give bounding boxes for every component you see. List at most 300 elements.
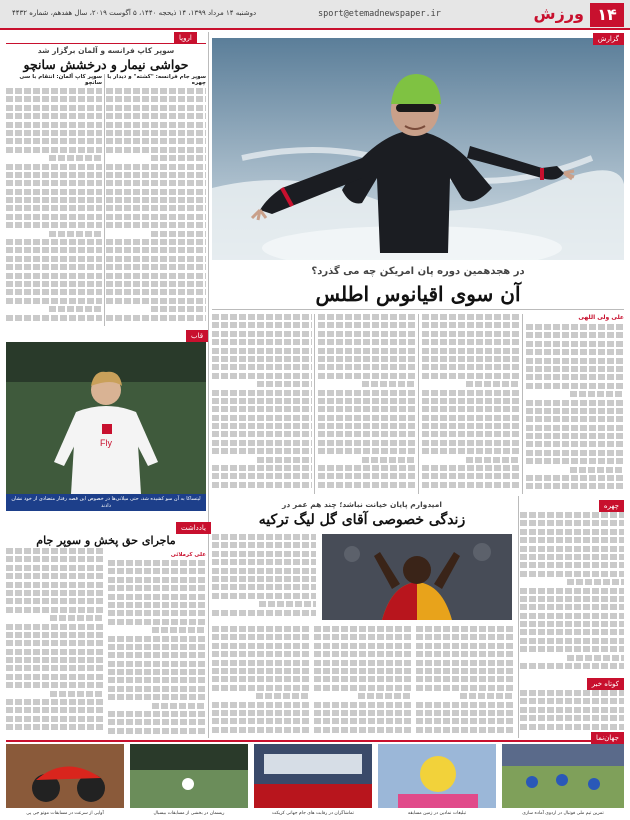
text-line xyxy=(212,423,312,429)
text-line xyxy=(212,727,310,733)
text-line xyxy=(422,356,520,362)
text-line xyxy=(460,693,514,699)
text-line xyxy=(108,686,206,692)
left-sub-left: سوپر کاپ آلمان: انتقام با سی سانچو xyxy=(19,74,102,86)
text-line xyxy=(50,691,104,697)
text-line xyxy=(212,634,310,640)
text-line xyxy=(212,398,312,404)
text-line xyxy=(526,341,624,347)
text-line xyxy=(422,440,520,446)
text-line xyxy=(520,546,624,552)
text-line xyxy=(106,88,206,94)
left-bottom-text-b xyxy=(6,548,104,738)
text-line xyxy=(108,619,206,625)
gallery-caption-2: ریسمان در بخشی از مسابقات بیسبال xyxy=(153,811,225,816)
player-photo xyxy=(6,342,206,494)
text-line xyxy=(108,560,206,566)
text-line xyxy=(416,643,514,649)
text-line xyxy=(318,339,416,345)
text-line xyxy=(108,636,206,642)
text-line xyxy=(106,214,206,220)
text-line xyxy=(212,660,310,666)
text-line xyxy=(6,273,102,279)
text-line xyxy=(6,674,104,680)
main-headline: آن سوی اقیانوس اطلس xyxy=(315,282,521,306)
text-line xyxy=(526,433,624,439)
text-line xyxy=(520,604,624,610)
gallery-caption-4: تبلیغات نمادین در زمین مسابقه xyxy=(407,811,467,816)
text-line xyxy=(416,718,514,724)
text-line xyxy=(106,96,206,102)
text-line xyxy=(6,565,104,571)
text-line xyxy=(49,306,102,312)
text-line xyxy=(422,406,520,412)
text-line xyxy=(6,222,102,228)
text-line xyxy=(212,482,312,488)
text-line xyxy=(108,669,206,675)
text-line xyxy=(416,710,514,716)
text-line xyxy=(526,374,624,380)
mascot-icon xyxy=(378,744,496,808)
text-line xyxy=(526,475,624,481)
text-line xyxy=(108,711,206,717)
text-line xyxy=(6,724,104,730)
text-line xyxy=(6,665,104,671)
text-line xyxy=(212,551,316,557)
text-line xyxy=(416,626,514,632)
text-line xyxy=(567,579,624,585)
turkey-headline: زندگی خصوصی آقای گل لیگ ترکیه xyxy=(258,512,466,528)
gallery-photo-2 xyxy=(130,744,248,808)
gallery-photo-5 xyxy=(502,744,624,808)
turkey-text-c xyxy=(314,626,412,736)
gallery-flag: چهره xyxy=(599,500,624,512)
text-line xyxy=(526,400,624,406)
team-icon xyxy=(502,744,624,808)
text-line xyxy=(318,356,416,362)
text-line xyxy=(526,332,624,338)
text-line xyxy=(212,356,312,362)
text-line xyxy=(108,652,206,658)
turkey-kicker: امیدوارم پایان خیانت نباشد؛ چند هم عمر در xyxy=(282,500,442,509)
text-line xyxy=(6,699,104,705)
text-line xyxy=(212,568,316,574)
turkey-photo xyxy=(322,534,512,620)
text-line xyxy=(212,584,316,590)
text-line xyxy=(108,661,206,667)
text-line xyxy=(314,643,412,649)
text-line xyxy=(108,602,206,608)
text-line xyxy=(422,314,520,320)
text-line xyxy=(108,594,206,600)
europe-flag: اروپا xyxy=(174,32,197,44)
turkey-text-a xyxy=(212,534,316,620)
text-line xyxy=(106,138,206,144)
text-line xyxy=(520,690,624,696)
motorbike-icon xyxy=(6,744,124,808)
text-line xyxy=(212,331,312,337)
report-flag: گزارش xyxy=(593,33,624,45)
text-line xyxy=(212,465,312,471)
text-line xyxy=(520,588,624,594)
text-line xyxy=(6,205,102,211)
text-line xyxy=(6,716,104,722)
text-line xyxy=(6,657,104,663)
text-line xyxy=(422,415,520,421)
text-line xyxy=(520,663,624,669)
text-line xyxy=(422,423,520,429)
text-line xyxy=(106,180,206,186)
text-line xyxy=(422,331,520,337)
text-line xyxy=(212,373,312,379)
text-line xyxy=(520,707,624,713)
text-line xyxy=(6,130,102,136)
section-title: ورزش xyxy=(533,4,584,23)
page-header xyxy=(0,0,630,30)
text-line xyxy=(6,239,102,245)
text-line xyxy=(526,441,624,447)
text-line xyxy=(6,632,104,638)
text-line xyxy=(318,322,416,328)
text-line xyxy=(416,660,514,666)
text-line xyxy=(212,685,310,691)
swimmer-illustration xyxy=(212,38,624,260)
text-line xyxy=(6,573,104,579)
text-line xyxy=(314,676,412,682)
text-line xyxy=(6,189,102,195)
gallery-photo-4 xyxy=(378,744,496,808)
text-line xyxy=(422,473,520,479)
text-line xyxy=(520,520,624,526)
text-line xyxy=(416,685,514,691)
text-line xyxy=(6,590,104,596)
text-line xyxy=(422,431,520,437)
left-text-b xyxy=(6,88,102,326)
text-line xyxy=(6,256,102,262)
gallery-photo-1 xyxy=(6,744,124,808)
text-line xyxy=(106,147,206,153)
text-line xyxy=(314,685,412,691)
text-line xyxy=(318,440,416,446)
text-line xyxy=(212,651,310,657)
text-line xyxy=(212,406,312,412)
text-line xyxy=(318,331,416,337)
text-line xyxy=(422,448,520,454)
text-line xyxy=(526,366,624,372)
text-line xyxy=(6,247,102,253)
text-line xyxy=(212,348,312,354)
text-line xyxy=(212,668,310,674)
text-line xyxy=(6,315,102,321)
text-line xyxy=(152,703,206,709)
text-line xyxy=(212,593,316,599)
text-line xyxy=(314,727,412,733)
text-line xyxy=(318,373,416,379)
text-line xyxy=(422,390,520,396)
text-line xyxy=(106,273,206,279)
player-illustration xyxy=(322,534,512,620)
stadium-icon xyxy=(130,744,248,808)
text-line xyxy=(520,621,624,627)
text-line xyxy=(108,728,206,734)
text-line xyxy=(212,415,312,421)
text-line xyxy=(212,626,310,632)
text-line xyxy=(416,634,514,640)
text-line xyxy=(212,339,312,345)
text-line xyxy=(422,339,520,345)
text-line xyxy=(318,465,416,471)
text-line xyxy=(108,585,206,591)
text-line xyxy=(106,256,206,262)
text-line xyxy=(520,629,624,635)
text-line xyxy=(314,668,412,674)
text-line xyxy=(212,322,312,328)
text-line xyxy=(526,349,624,355)
text-line xyxy=(6,649,104,655)
text-line xyxy=(526,450,624,456)
text-line xyxy=(520,646,624,652)
text-line xyxy=(6,180,102,186)
text-line xyxy=(422,364,520,370)
text-line xyxy=(106,315,206,321)
text-line xyxy=(416,651,514,657)
text-line xyxy=(362,381,416,387)
text-line xyxy=(6,289,102,295)
text-line xyxy=(106,189,206,195)
turkey-text-d xyxy=(416,626,514,736)
text-line xyxy=(318,314,416,320)
text-line xyxy=(108,610,206,616)
text-line xyxy=(6,607,104,613)
text-line xyxy=(314,634,412,640)
left-bottom-headline: ماجرای حق پخش و سوپر جام xyxy=(36,534,176,547)
gallery-photo-3 xyxy=(254,744,372,808)
text-line xyxy=(422,348,520,354)
text-line xyxy=(314,702,412,708)
text-line xyxy=(416,727,514,733)
footballer-illustration xyxy=(6,342,206,494)
left-text-a xyxy=(106,88,206,326)
text-line xyxy=(520,562,624,568)
text-line xyxy=(520,537,624,543)
text-line xyxy=(6,88,102,94)
text-line xyxy=(106,130,206,136)
text-line xyxy=(152,627,206,633)
text-line xyxy=(106,205,206,211)
text-line xyxy=(422,373,520,379)
text-line xyxy=(108,677,206,683)
text-line xyxy=(520,571,624,577)
text-line xyxy=(106,164,206,170)
text-line xyxy=(212,676,310,682)
text-line xyxy=(318,448,416,454)
text-line xyxy=(318,406,416,412)
text-line xyxy=(6,147,102,153)
text-line xyxy=(318,364,416,370)
text-line xyxy=(49,231,102,237)
text-line xyxy=(6,556,104,562)
note-flag: یادداشت xyxy=(176,522,211,534)
text-line xyxy=(50,615,104,621)
left-bottom-byline: علی کرملائی xyxy=(170,552,206,558)
text-line xyxy=(526,408,624,414)
page-number: ۱۴ xyxy=(590,3,624,27)
text-line xyxy=(520,529,624,535)
text-line xyxy=(256,693,310,699)
gallery-strip-flag: جهان‌نما xyxy=(591,732,624,744)
text-line xyxy=(570,467,624,473)
text-line xyxy=(106,264,206,270)
text-line xyxy=(6,164,102,170)
photo-caption: لیتساکا به آن سو کشیده شد، حتی میلانی‌ها در خصوص این قصه رفتار متضادی از خود نشان دادند xyxy=(6,494,206,511)
text-line xyxy=(212,643,310,649)
text-line xyxy=(6,113,102,119)
text-line xyxy=(6,548,104,554)
text-line xyxy=(466,381,520,387)
text-line xyxy=(6,105,102,111)
text-line xyxy=(422,482,520,488)
text-line xyxy=(257,457,312,463)
text-line xyxy=(570,391,624,397)
text-line xyxy=(106,239,206,245)
text-line xyxy=(6,682,104,688)
text-line xyxy=(6,281,102,287)
text-line xyxy=(6,707,104,713)
text-line xyxy=(520,724,624,730)
text-line xyxy=(106,105,206,111)
text-line xyxy=(520,554,624,560)
text-line xyxy=(212,473,312,479)
text-line xyxy=(520,698,624,704)
text-line xyxy=(422,322,520,328)
text-line xyxy=(108,644,206,650)
text-line xyxy=(212,440,312,446)
main-kicker: در هجدهمین دوره پان امریکن چه می گذرد؟ xyxy=(311,266,525,277)
text-line xyxy=(106,113,206,119)
text-line xyxy=(6,298,102,304)
text-line xyxy=(318,390,416,396)
photo-flag: قاب xyxy=(186,330,208,342)
text-line xyxy=(526,425,624,431)
text-line xyxy=(151,155,206,161)
text-line xyxy=(6,172,102,178)
text-line xyxy=(318,423,416,429)
text-line xyxy=(151,231,206,237)
text-line xyxy=(106,197,206,203)
text-line xyxy=(212,314,312,320)
text-line xyxy=(212,702,310,708)
main-photo xyxy=(212,38,624,260)
text-line xyxy=(6,264,102,270)
text-line xyxy=(106,172,206,178)
text-line xyxy=(520,596,624,602)
text-line xyxy=(422,398,520,404)
text-line xyxy=(6,96,102,102)
text-line xyxy=(212,448,312,454)
text-line xyxy=(314,651,412,657)
text-line xyxy=(318,415,416,421)
text-line xyxy=(108,568,206,574)
text-line xyxy=(314,626,412,632)
text-line xyxy=(318,398,416,404)
text-line xyxy=(106,222,206,228)
text-line xyxy=(526,483,624,489)
text-line xyxy=(526,358,624,364)
text-line xyxy=(257,381,312,387)
text-line xyxy=(318,431,416,437)
text-line xyxy=(362,457,416,463)
section-email[interactable]: sport@etemadnewspaper.ir xyxy=(318,9,441,19)
dateline: دوشنبه ۱۴ مرداد ۱۳۹۹، ۱۴ ذیحجه ۱۴۴۰، ۵ آگوست ۲۰۱۹، سال هفدهم، شماره ۴۴۳۲ xyxy=(12,9,257,17)
text-line xyxy=(151,306,206,312)
left-kicker: سوپر کاپ فرانسه و آلمان برگزار شد xyxy=(37,46,175,55)
brief-text xyxy=(520,690,624,736)
text-line xyxy=(259,601,316,607)
text-line xyxy=(466,457,520,463)
text-line xyxy=(422,465,520,471)
text-line xyxy=(526,416,624,422)
text-line xyxy=(318,482,416,488)
text-line xyxy=(416,668,514,674)
left-sub-right: سوپر جام فرانسه: "کشته" و دیدار با چهره xyxy=(107,74,206,86)
svg-text:Fly: Fly xyxy=(100,438,112,448)
text-line xyxy=(212,576,316,582)
text-line xyxy=(520,638,624,644)
text-line xyxy=(6,598,104,604)
text-line xyxy=(520,613,624,619)
left-bottom-text-a xyxy=(108,560,206,738)
text-line xyxy=(526,324,624,330)
byline: علی ولی اللهی xyxy=(578,314,624,321)
text-line xyxy=(6,197,102,203)
text-line xyxy=(6,214,102,220)
text-line xyxy=(212,534,316,540)
text-line xyxy=(526,383,624,389)
gallery-caption-1: آوایی از سرعت در مسابقات موتو جی پی xyxy=(26,811,104,816)
left-headline: حواشی نیمار و درخشش سانچو xyxy=(23,57,189,72)
text-line xyxy=(106,298,206,304)
text-line xyxy=(314,718,412,724)
text-line xyxy=(526,458,624,464)
text-line xyxy=(212,710,310,716)
text-line xyxy=(6,122,102,128)
brief-flag: کوتاه خبر xyxy=(587,678,624,690)
text-line xyxy=(567,655,624,661)
text-line xyxy=(358,693,412,699)
text-line xyxy=(6,624,104,630)
text-line xyxy=(106,122,206,128)
text-line xyxy=(318,348,416,354)
text-line xyxy=(108,577,206,583)
text-line xyxy=(212,390,312,396)
text-line xyxy=(212,610,316,616)
text-line xyxy=(416,676,514,682)
text-line xyxy=(6,582,104,588)
text-line xyxy=(212,718,310,724)
text-line xyxy=(106,247,206,253)
text-line xyxy=(49,155,102,161)
gallery-caption-5: تمرین تیم ملی فوتبال در اردوی آماده سازی xyxy=(522,811,604,816)
text-line xyxy=(6,640,104,646)
text-line xyxy=(520,512,624,518)
text-line xyxy=(106,281,206,287)
gallery-caption-3: تماشاگران در رقابت های جام جهانی کریکت xyxy=(272,811,354,816)
text-line xyxy=(212,364,312,370)
text-line xyxy=(314,710,412,716)
turkey-text-b xyxy=(212,626,310,736)
text-line xyxy=(212,542,316,548)
text-line xyxy=(416,702,514,708)
